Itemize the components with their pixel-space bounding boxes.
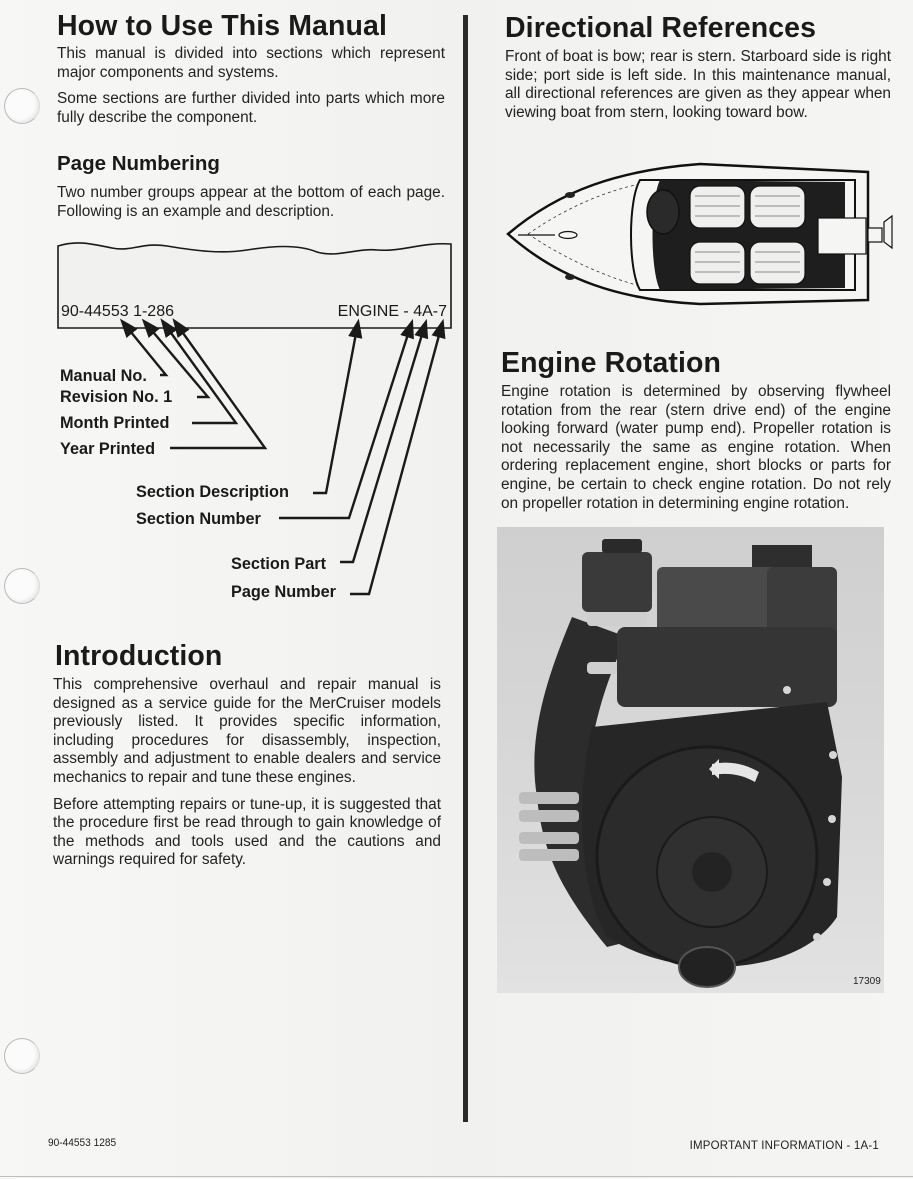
page-numbering-text xyxy=(57,184,445,229)
callout-year-printed: Year Printed xyxy=(60,440,156,458)
binder-hole-middle xyxy=(4,568,40,604)
how-to-use-paragraph-2: Some sections are further divided into parts which more fully describe the component. xyxy=(57,90,445,126)
how-to-use-text xyxy=(57,45,445,135)
heading-how-to-use: How to Use This Manual xyxy=(57,10,387,42)
introduction-text xyxy=(53,676,441,878)
example-left-code: 90-44553 1-286 xyxy=(61,303,174,320)
binder-hole-bottom xyxy=(4,1038,40,1074)
heading-directional-references: Directional References xyxy=(505,12,817,44)
page-bottom-edge xyxy=(0,1176,913,1177)
footer-section-page: IMPORTANT INFORMATION - 1A-1 xyxy=(689,1140,879,1152)
engine-rear-view-photo xyxy=(497,527,884,993)
callout-section-number: Section Number xyxy=(136,510,261,528)
directional-references-paragraph: Front of boat is bow; rear is stern. Starboard side is right side; port side is left side. In this maintenance manual, all directional references are given as they appear when viewing boat from stern, looking toward bow. xyxy=(505,48,891,121)
introduction-paragraph-2: Before attempting repairs or tune-up, it is suggested that the procedure first be read through to gain knowledge of the methods and tools used and the cautions and warnings required for safety. xyxy=(53,795,441,869)
callout-page-number: Page Number xyxy=(231,583,336,601)
heading-page-numbering: Page Numbering xyxy=(57,152,220,175)
engine-illustration xyxy=(497,527,884,993)
callout-section-description: Section Description xyxy=(136,483,289,501)
how-to-use-paragraph-1: This manual is divided into sections which represent major components and systems. xyxy=(57,45,445,81)
callout-revision-no: Revision No. 1 xyxy=(60,388,173,406)
callout-manual-no: Manual No. xyxy=(60,367,147,385)
figure-number: 17309 xyxy=(853,976,881,987)
directional-references-text xyxy=(505,48,891,130)
example-right-code: ENGINE - 4A-7 xyxy=(337,303,447,320)
callout-month-printed: Month Printed xyxy=(60,414,170,432)
engine-rotation-paragraph: Engine rotation is determined by observing flywheel rotation from the rear (stern drive end) of the engine looking forward (water pump end). Propeller rotation is not necessarily the same as engine rotation. When ordering replacement engine, short blocks or parts for engine, be certain to check engine rotation. Do not rely on propeller rotation in determining engine rotation. xyxy=(501,383,891,512)
footer-manual-number: 90-44553 1285 xyxy=(48,1137,117,1149)
binder-hole-top xyxy=(4,88,40,124)
callout-section-part: Section Part xyxy=(231,555,327,573)
engine-rotation-text xyxy=(501,383,891,521)
boat-top-view-illustration xyxy=(500,150,905,315)
column-divider xyxy=(463,15,468,1122)
page-numbering-paragraph: Two number groups appear at the bottom of each page. Following is an example and description. xyxy=(57,184,445,220)
heading-introduction: Introduction xyxy=(55,640,223,672)
introduction-paragraph-1: This comprehensive overhaul and repair manual is designed as a service guide for the MerCruiser models previously listed. It provides specific information, including procedures for disassembly, inspection, assembly and adjustment to enable dealers and service mechanics to repair and tune these engines. xyxy=(53,676,441,786)
heading-engine-rotation: Engine Rotation xyxy=(501,347,721,379)
